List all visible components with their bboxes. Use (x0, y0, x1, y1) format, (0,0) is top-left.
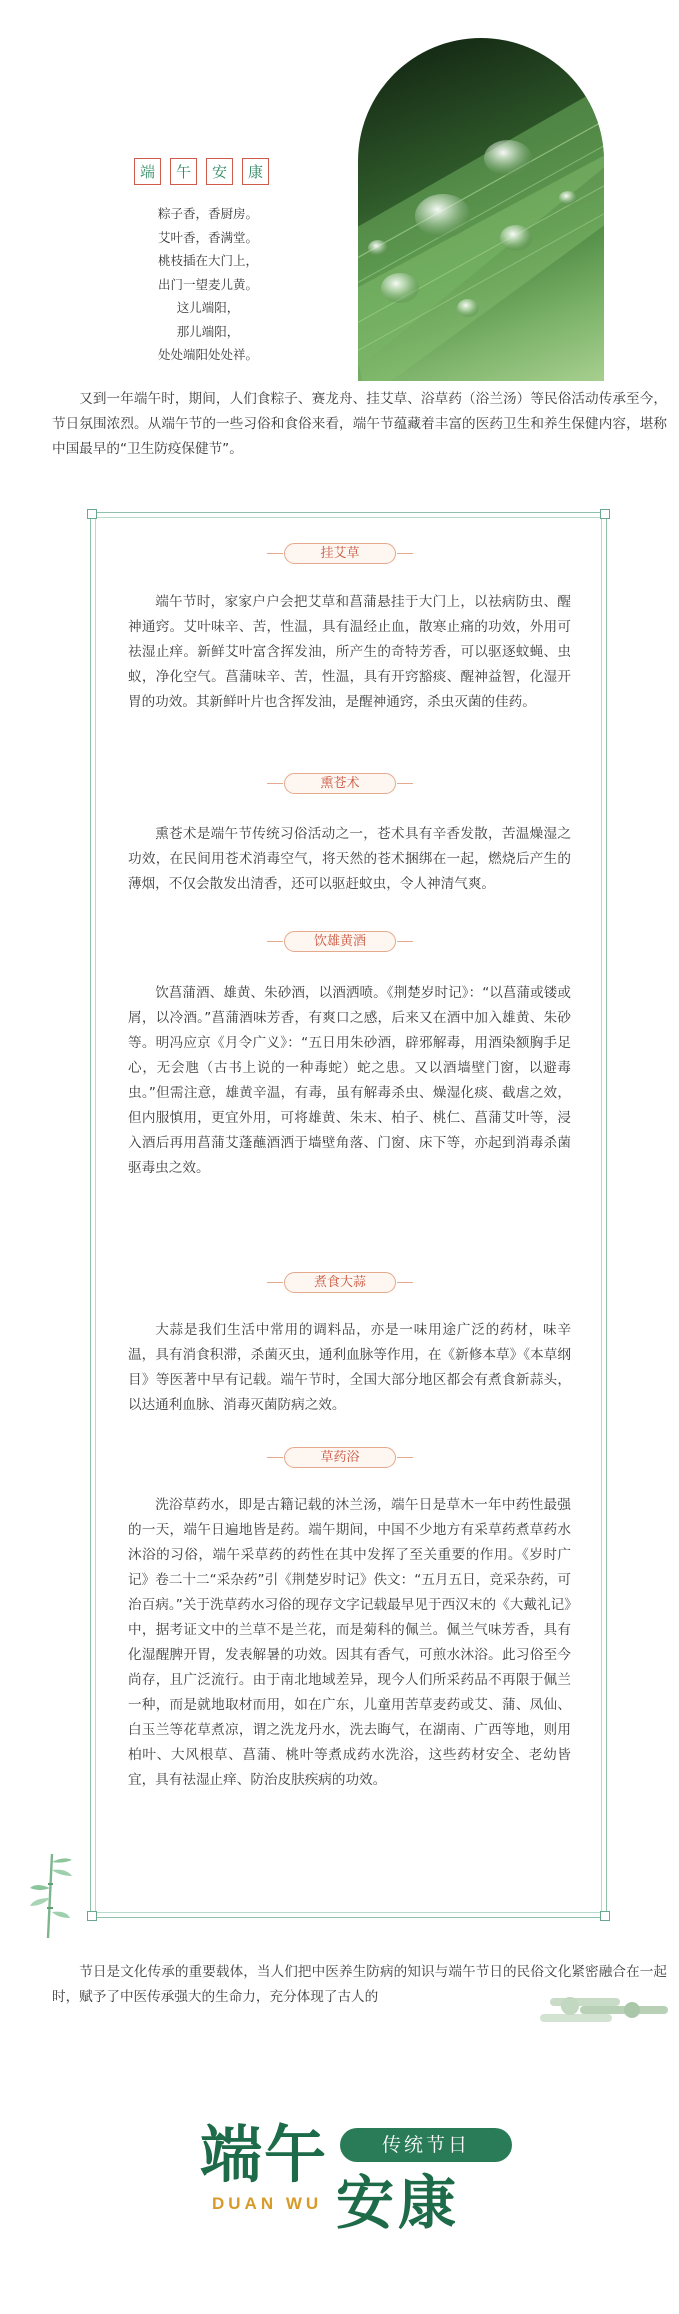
frame-corner (600, 1911, 610, 1921)
poem (118, 202, 298, 367)
poem-line: 这儿端阳， (176, 300, 240, 315)
cloud-decoration-icon (540, 1992, 670, 2026)
section-title-garlic: 煮食大蒜 (284, 1272, 396, 1293)
intro-paragraph: 又到一年端午时，期间，人们食粽子、赛龙舟、挂艾草、浴草药（浴兰汤）等民俗活动传承至今，节日氛围浓烈。从端午节的一些习俗和食俗来看，端午节蕴藏着丰富的医药卫生和养生保健内容，堪称中国最早的“卫生防疫保健节”。 (52, 391, 667, 457)
footer-logo (0, 2090, 679, 2314)
frame-corner (600, 509, 610, 519)
poem-line: 艾叶香，香满堂。 (157, 229, 258, 245)
title-boxes (134, 158, 269, 185)
logo-latin-text: DUAN WU (212, 2194, 323, 2213)
poem-line: 处处端阳处处祥。 (157, 347, 258, 362)
section-text-herb-bath: 洗浴草药水，即是古籍记载的沐兰汤，端午日是草木一年中药性最强的一天，端午日遍地皆是药。端午期间，中国不少地方有采草药煮草药水沐浴的习俗，端午采草药的药性在其中发挥了至关重要的作用。《岁时广记》卷二十二“采杂药”引《荆楚岁时记》佚文：“五月五日，竞采杂药，可治百病。”关于洗草药水习俗的现存文字记载最早见于西汉末的《大戴礼记》中，据考证文中的兰草不是兰花，而是菊科的佩兰。佩兰气味芳香，具有化湿醒脾开胃，发表解暑的功效。因其有香气，可煎水沐浴。此习俗至今尚存，且广泛流行。由于南北地域差异，现今人们所采药品不再限于佩兰一种，而是就地取材而用，如在广东，儿童用苦草麦药或艾、蒲、凤仙、白玉兰等花草煮凉，谓之洗龙丹水，洗去晦气，在湖南、广西等地，则用柏叶、大风根草、菖蒲、桃叶等煮成药水洗浴，这些药材安全、老幼皆宜，具有祛湿止痒、防治皮肤疾病的功效。 (128, 1497, 571, 1788)
section-text-xionghuang: 饮菖蒲酒、雄黄、朱砂酒，以酒洒喷。《荆楚岁时记》：“以菖蒲或镂或屑，以冷酒。”菖蒲酒味芳香，有爽口之感，后来又在酒中加入雄黄、朱砂等。明冯应京《月令广义》：“五日用朱砂酒，辟邪解毒，用酒染额胸手足心，无会虺（古书上说的一种毒蛇）蛇之患。又以酒墙壁门窗，以避毒虫。”但需注意，雄黄辛温，有毒，虽有解毒杀虫、燥湿化痰、截虐之效，但内服慎用，更宜外用，可将雄黄、朱末、柏子、桃仁、菖蒲艾叶等，浸入酒后再用菖蒲艾蓬蘸酒洒于墙壁角落、门窗、床下等，亦起到消毒杀菌驱毒虫之效。 (128, 985, 571, 1176)
festival-badge: 传统节日 (340, 2128, 512, 2162)
hero-section (0, 0, 679, 390)
bamboo-icon (28, 1848, 74, 1940)
outro-paragraph: 节日是文化传承的重要载体，当人们把中医养生防病的知识与端午节日的民俗文化紧密融合在一起时，赋予了中医传承强大的生命力，充分体现了古人的 (52, 1964, 667, 2005)
section-text-xun-cangzhu: 熏苍术是端午节传统习俗活动之一，苍术具有辛香发散，苦温燥湿之功效，在民间用苍术消毒空气，将天然的苍术捆绑在一起，燃烧后产生的薄烟，不仅会散发出清香，还可以驱赶蚊虫，令人神清气爽。 (128, 826, 571, 892)
logo-duanwu-text: 端午 (200, 2118, 329, 2191)
water-drops-leaf-photo (358, 38, 604, 381)
section-title-xun-cangzhu: 熏苍术 (284, 773, 396, 794)
section-text-hang-ai: 端午节时，家家户户会把艾草和菖蒲悬挂于大门上，以祛病防虫、醒神通窍。艾叶味辛、苦，性温，具有温经止血，散寒止痛的功效，外用可祛湿止痒。新鲜艾叶富含挥发油，所产生的奇特芳香，可以驱逐蚊蝇、虫蚁，净化空气。菖蒲味辛、苦，性温，具有开窍豁痰、醒神益智，化湿开胃的功效。其新鲜叶片也含挥发油，是醒神通窍，杀虫灭菌的佳药。 (128, 594, 571, 710)
frame-corner (87, 509, 97, 519)
title-char: 午 (170, 158, 197, 185)
logo-ankang-text: 安康 (336, 2169, 461, 2237)
title-char: 安 (206, 158, 233, 185)
section-title-hang-ai: 挂艾草 (284, 543, 396, 564)
section-title-xionghuang: 饮雄黄酒 (284, 931, 396, 952)
poem-line: 粽子香，香厨房。 (157, 206, 258, 221)
title-char: 端 (134, 158, 161, 185)
poem-line: 出门一望麦儿黄。 (157, 276, 258, 292)
frame-corner (87, 1911, 97, 1921)
section-text-garlic: 大蒜是我们生活中常用的调料品，亦是一味用途广泛的药材，味辛温，具有消食积滞，杀菌灭虫，通利血脉等作用，在《新修本草》《本草纲目》等医著中早有记载。端午节时，全国大部分地区都会有煮食新蒜头，以达通利血脉、消毒灭菌防病之效。 (128, 1322, 571, 1413)
poem-line: 桃枝插在大门上， (157, 253, 258, 268)
leaf-illustration (358, 38, 604, 381)
section-title-herb-bath: 草药浴 (284, 1447, 396, 1468)
title-char: 康 (242, 158, 269, 185)
poem-line: 那儿端阳， (176, 323, 240, 339)
